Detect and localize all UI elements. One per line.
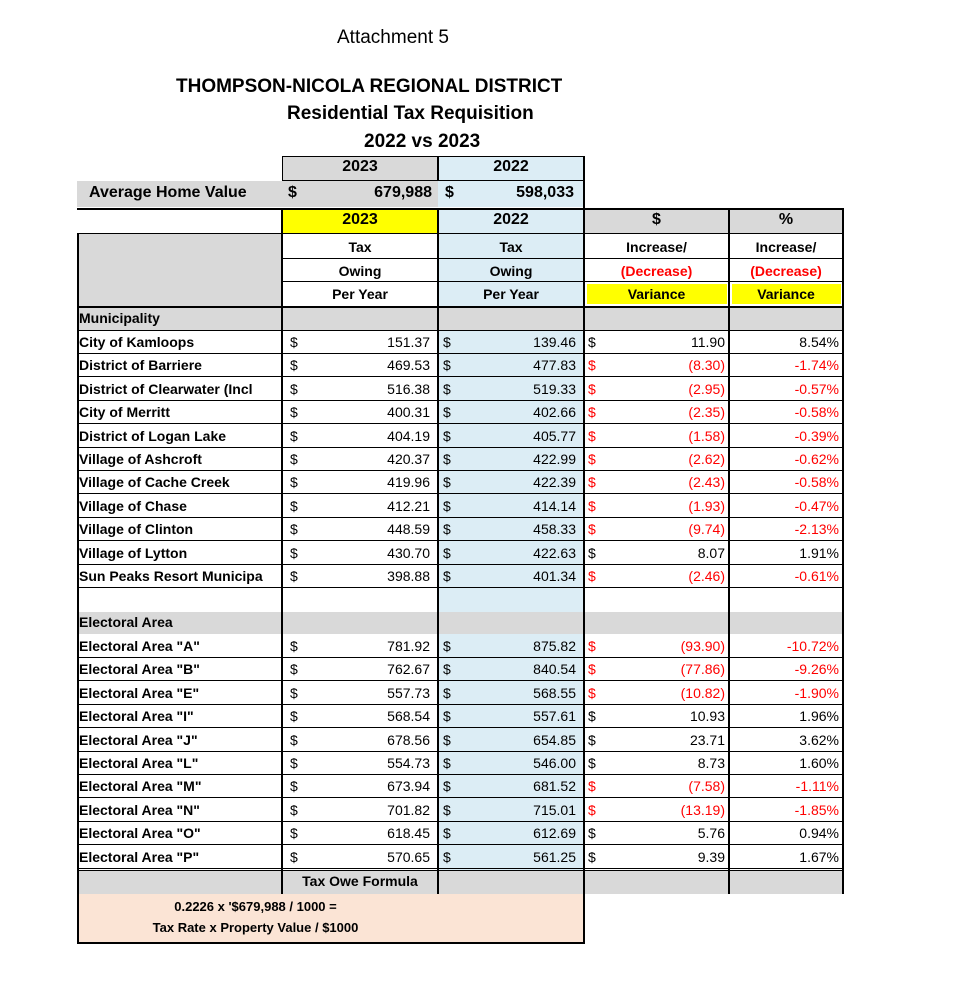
row-variance: (8.30): [688, 357, 725, 374]
table-row: [0, 799, 960, 822]
row-currency-2023: $: [290, 778, 298, 795]
row-percent: -0.58%: [794, 474, 839, 491]
table-row: [0, 775, 960, 798]
row-currency-variance: $: [588, 708, 596, 725]
row-name: Electoral Area "I": [79, 708, 194, 725]
row-name: Electoral Area "J": [79, 731, 198, 748]
formula-line2: Tax Rate x Property Value / $1000: [152, 920, 359, 935]
row-name: District of Logan Lake: [79, 427, 227, 444]
row-name: Village of Clinton: [79, 521, 194, 538]
row-name: District of Clearwater (Incl: [79, 380, 253, 397]
row-currency-2022: $: [443, 451, 451, 467]
table-row: [0, 729, 960, 752]
row-percent: 1.91%: [799, 544, 839, 561]
table-row: [0, 401, 960, 424]
col-pct-decrease: (Decrease): [750, 263, 822, 279]
row-currency-variance: $: [588, 474, 596, 491]
row-variance: (77.86): [680, 661, 725, 678]
formula-label: Tax Owe Formula: [302, 873, 418, 889]
row-name: Village of Ashcroft: [79, 451, 202, 467]
row-value-2023: 151.37: [387, 334, 430, 350]
blank-row-blue: [438, 589, 584, 612]
avg-home-value-2022: 598,033: [516, 184, 574, 201]
row-currency-variance: $: [588, 801, 596, 818]
row-currency-2022: $: [443, 474, 451, 491]
rule: [584, 258, 843, 259]
row-currency-2022: $: [443, 731, 451, 748]
row-value-2022: 557.61: [533, 708, 576, 725]
formula-line1: 0.2226 x '$679,988 / 1000 =: [174, 899, 337, 914]
row-percent: -1.85%: [794, 801, 839, 818]
row-currency-2023: $: [290, 451, 298, 467]
row-percent: 1.67%: [799, 848, 839, 865]
row-currency-variance: $: [588, 778, 596, 795]
row-name: Electoral Area "L": [79, 755, 199, 771]
row-percent: -1.74%: [794, 357, 839, 374]
table-row: [0, 378, 960, 401]
table-row: [0, 542, 960, 565]
avg-home-value-2023: 679,988: [374, 184, 432, 201]
col-2022-tax: Tax: [499, 239, 523, 255]
table-row: [0, 822, 960, 845]
row-currency-2023: $: [290, 661, 298, 678]
row-variance: (2.46): [688, 568, 725, 584]
document-subtitle: Residential Tax Requisition: [287, 103, 534, 124]
col-pct-symbol: %: [778, 211, 794, 228]
table-row: [0, 331, 960, 354]
row-value-2023: 554.73: [387, 755, 430, 771]
row-percent: -9.26%: [794, 661, 839, 678]
row-currency-variance: $: [588, 544, 596, 561]
avg-home-cur-2022: $: [445, 184, 454, 201]
row-currency-variance: $: [588, 731, 596, 748]
row-value-2023: 398.88: [387, 568, 430, 584]
col-pct-increase: Increase/: [755, 239, 817, 255]
col-2023-owing: Owing: [338, 263, 382, 279]
col-2023-year: 2023: [342, 211, 378, 228]
col-pct-variance: Variance: [757, 286, 815, 302]
row-currency-variance: $: [588, 825, 596, 842]
row-variance: (2.43): [688, 474, 725, 491]
row-percent: -0.57%: [794, 380, 839, 397]
row-currency-2022: $: [443, 684, 451, 701]
row-name: Sun Peaks Resort Municipa: [79, 568, 263, 584]
name-header-bg: [77, 234, 282, 306]
col-2022-per-year: Per Year: [483, 286, 539, 302]
table-row: [0, 425, 960, 448]
row-name: Village of Chase: [79, 497, 187, 514]
row-variance: 23.71: [689, 731, 725, 748]
row-name: Electoral Area "E": [79, 684, 200, 701]
row-currency-2022: $: [443, 708, 451, 725]
row-currency-2023: $: [290, 755, 298, 771]
row-currency-variance: $: [588, 568, 596, 584]
row-variance: 10.93: [689, 708, 725, 725]
row-value-2023: 557.73: [387, 684, 430, 701]
row-name: Electoral Area "N": [79, 801, 200, 818]
rule: [584, 281, 843, 282]
row-value-2022: 568.55: [533, 684, 576, 701]
row-currency-variance: $: [588, 451, 596, 467]
row-percent: -0.61%: [794, 568, 839, 584]
row-currency-variance: $: [588, 661, 596, 678]
col-dollar-increase: Increase/: [626, 239, 687, 255]
table-row: [0, 471, 960, 494]
row-percent: -2.13%: [794, 521, 839, 538]
rule: [583, 156, 585, 944]
row-currency-variance: $: [588, 638, 596, 654]
row-currency-2023: $: [290, 497, 298, 514]
col-2023-tax: Tax: [348, 239, 372, 255]
row-currency-2023: $: [290, 427, 298, 444]
row-currency-2022: $: [443, 848, 451, 865]
row-value-2022: 401.34: [533, 568, 576, 584]
row-percent: 8.54%: [799, 334, 839, 350]
row-currency-2023: $: [290, 848, 298, 865]
row-variance: (2.95): [688, 380, 725, 397]
row-currency-variance: $: [588, 404, 596, 421]
row-percent: 1.60%: [799, 755, 839, 771]
row-value-2022: 612.69: [533, 825, 576, 842]
row-currency-2022: $: [443, 801, 451, 818]
row-value-2022: 458.33: [533, 521, 576, 538]
row-currency-2023: $: [290, 404, 298, 421]
row-name: Electoral Area "M": [79, 778, 202, 795]
row-currency-2023: $: [290, 684, 298, 701]
row-currency-2022: $: [443, 380, 451, 397]
row-value-2023: 430.70: [387, 544, 430, 561]
row-name: Village of Lytton: [79, 544, 188, 561]
row-percent: -0.62%: [794, 451, 839, 467]
row-currency-2023: $: [290, 825, 298, 842]
row-currency-2022: $: [443, 778, 451, 795]
row-currency-2022: $: [443, 825, 451, 842]
row-currency-2023: $: [290, 474, 298, 491]
row-value-2022: 422.99: [533, 451, 576, 467]
row-currency-variance: $: [588, 380, 596, 397]
row-name: Electoral Area "B": [79, 661, 200, 678]
row-name: City of Merritt: [79, 404, 170, 421]
row-value-2022: 875.82: [533, 638, 576, 654]
table-row: [0, 495, 960, 518]
row-currency-2022: $: [443, 404, 451, 421]
row-value-2022: 422.39: [533, 474, 576, 491]
row-value-2023: 701.82: [387, 801, 430, 818]
row-name: Electoral Area "A": [79, 638, 200, 654]
row-percent: -0.47%: [794, 497, 839, 514]
row-value-2022: 546.00: [533, 755, 576, 771]
row-value-2023: 419.96: [387, 474, 430, 491]
col-2023-per-year: Per Year: [332, 286, 388, 302]
row-value-2023: 404.19: [387, 427, 430, 444]
row-currency-variance: $: [588, 521, 596, 538]
row-value-2023: 618.45: [387, 825, 430, 842]
row-value-2022: 405.77: [533, 427, 576, 444]
rule: [728, 208, 730, 894]
row-value-2023: 400.31: [387, 404, 430, 421]
row-currency-2022: $: [443, 638, 451, 654]
row-variance: 8.07: [697, 544, 725, 561]
table-row: [0, 658, 960, 681]
avg-home-label: Average Home Value: [89, 184, 247, 201]
row-value-2022: 654.85: [533, 731, 576, 748]
row-value-2023: 762.67: [387, 661, 430, 678]
row-currency-2022: $: [443, 568, 451, 584]
row-currency-2023: $: [290, 801, 298, 818]
row-percent: -1.11%: [795, 778, 839, 795]
row-variance: (1.58): [688, 427, 725, 444]
table-row: [0, 354, 960, 377]
row-variance: (2.62): [688, 451, 725, 467]
year-2022-top: 2022: [493, 158, 529, 175]
avg-home-cur-2023: $: [288, 184, 297, 201]
row-currency-variance: $: [588, 848, 596, 865]
rule: [282, 281, 584, 282]
row-variance: (2.35): [688, 404, 725, 421]
row-variance: (93.90): [680, 638, 725, 654]
row-value-2023: 678.56: [387, 731, 430, 748]
row-value-2022: 422.63: [533, 544, 576, 561]
section-electoral: Electoral Area: [79, 614, 173, 630]
rule: [77, 233, 79, 943]
table-row: [0, 635, 960, 658]
row-value-2023: 673.94: [387, 778, 430, 795]
row-currency-2022: $: [443, 497, 451, 514]
row-currency-variance: $: [588, 497, 596, 514]
row-value-2023: 568.54: [387, 708, 430, 725]
row-value-2022: 681.52: [533, 778, 576, 795]
row-name: Electoral Area "P": [79, 848, 200, 865]
row-value-2022: 840.54: [533, 661, 576, 678]
row-value-2023: 420.37: [387, 451, 430, 467]
table-row: [0, 846, 960, 869]
row-percent: -0.58%: [794, 404, 839, 421]
row-value-2022: 477.83: [533, 357, 576, 374]
row-value-2022: 139.46: [533, 334, 576, 350]
row-variance: 5.76: [697, 825, 725, 842]
row-value-2023: 469.53: [387, 357, 430, 374]
table-row: [0, 518, 960, 541]
row-currency-2023: $: [290, 334, 298, 350]
row-percent: -1.90%: [794, 684, 839, 701]
row-value-2023: 781.92: [387, 638, 430, 654]
row-currency-2022: $: [443, 755, 451, 771]
row-currency-2023: $: [290, 521, 298, 538]
row-value-2022: 402.66: [533, 404, 576, 421]
row-currency-2022: $: [443, 521, 451, 538]
section-municipality: Municipality: [79, 310, 160, 326]
row-currency-2022: $: [443, 334, 451, 350]
row-currency-2023: $: [290, 357, 298, 374]
row-currency-variance: $: [588, 684, 596, 701]
row-currency-variance: $: [588, 357, 596, 374]
row-currency-2022: $: [443, 427, 451, 444]
row-name: City of Kamloops: [79, 334, 195, 350]
rule: [282, 258, 584, 259]
row-variance: (13.19): [680, 801, 725, 818]
row-value-2023: 570.65: [387, 848, 430, 865]
comparison-label: 2022 vs 2023: [364, 131, 481, 152]
row-variance: (10.82): [680, 684, 725, 701]
row-value-2022: 414.14: [533, 497, 576, 514]
row-variance: 11.90: [691, 334, 725, 350]
row-percent: 3.62%: [799, 731, 839, 748]
row-currency-variance: $: [588, 334, 596, 350]
table-row: [0, 682, 960, 705]
col-dollar-variance: Variance: [627, 286, 686, 302]
row-currency-2022: $: [443, 661, 451, 678]
row-name: District of Barriere: [79, 357, 202, 374]
row-currency-2023: $: [290, 568, 298, 584]
row-currency-2022: $: [443, 544, 451, 561]
row-name: Electoral Area "O": [79, 825, 201, 842]
rule: [77, 942, 584, 944]
row-currency-2023: $: [290, 638, 298, 654]
row-currency-2023: $: [290, 731, 298, 748]
row-percent: 1.96%: [799, 708, 839, 725]
row-percent: 0.94%: [799, 825, 839, 842]
row-variance: 9.39: [697, 848, 725, 865]
col-2022-year: 2022: [493, 211, 529, 228]
row-value-2022: 715.01: [533, 801, 576, 818]
table-row: [0, 752, 960, 775]
col-2022-owing: Owing: [489, 263, 533, 279]
row-percent: -10.72%: [786, 638, 839, 654]
rule: [281, 208, 283, 894]
row-currency-variance: $: [588, 427, 596, 444]
table-row: [0, 565, 960, 588]
row-value-2023: 412.21: [387, 497, 430, 514]
row-value-2023: 516.38: [387, 380, 430, 397]
col-dollar-symbol: $: [652, 211, 661, 228]
row-value-2022: 519.33: [533, 380, 576, 397]
document-title: THOMPSON-NICOLA REGIONAL DISTRICT: [176, 76, 563, 97]
row-variance: (9.74): [688, 521, 725, 538]
rule: [437, 208, 439, 894]
row-variance: (7.58): [688, 778, 725, 795]
row-percent: -0.39%: [794, 427, 839, 444]
row-currency-2023: $: [290, 544, 298, 561]
row-currency-2022: $: [443, 357, 451, 374]
year-2023-top: 2023: [342, 158, 378, 175]
row-name: Village of Cache Creek: [79, 474, 230, 491]
row-variance: 8.73: [697, 755, 725, 771]
rule: [842, 208, 844, 894]
row-currency-2023: $: [290, 708, 298, 725]
row-currency-variance: $: [588, 755, 596, 771]
col-dollar-decrease: (Decrease): [620, 263, 693, 279]
row-value-2022: 561.25: [533, 848, 576, 865]
table-row: [0, 448, 960, 471]
row-variance: (1.93): [688, 497, 725, 514]
attachment-label: Attachment 5: [337, 27, 449, 48]
table-row: [0, 705, 960, 728]
row-value-2023: 448.59: [387, 521, 430, 538]
row-currency-2023: $: [290, 380, 298, 397]
